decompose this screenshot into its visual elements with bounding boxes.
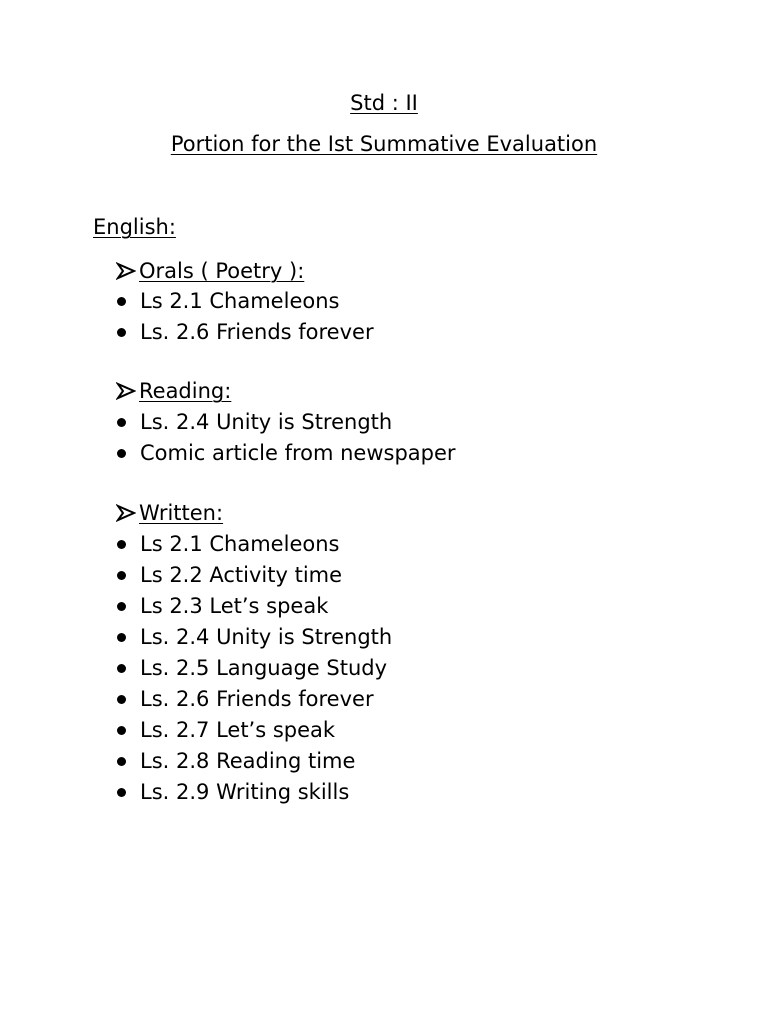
arrow-bullet-icon [116, 503, 136, 523]
list-item [116, 319, 374, 345]
bullet-icon [117, 418, 126, 427]
arrow-bullet-icon [116, 381, 136, 401]
bullet-icon [117, 540, 126, 549]
list-item [116, 717, 335, 743]
list-item-label: Ls. 2.9 Writing skills [140, 780, 350, 804]
list-item [116, 531, 339, 557]
section-heading-label: Orals ( Poetry ): [139, 259, 305, 283]
bullet-icon [117, 297, 126, 306]
bullet-icon [117, 633, 126, 642]
bullet-icon [117, 664, 126, 673]
list-item-label: Ls. 2.5 Language Study [140, 656, 388, 680]
arrow-bullet-icon [116, 261, 136, 281]
bullet-icon [117, 602, 126, 611]
list-item [116, 288, 339, 314]
bullet-icon [117, 726, 126, 735]
list-item-label: Ls 2.1 Chameleons [140, 289, 340, 313]
bullet-icon [117, 449, 126, 458]
list-item-label: Ls. 2.6 Friends forever [140, 687, 374, 711]
standard-heading: Std : II [350, 91, 418, 115]
list-item-label: Ls 2.1 Chameleons [140, 532, 340, 556]
section-heading-label: Written: [139, 501, 224, 525]
bullet-icon [117, 757, 126, 766]
list-item [116, 624, 392, 650]
list-item-label: Comic article from newspaper [140, 441, 456, 465]
bullet-icon [117, 695, 126, 704]
list-item-label: Ls. 2.4 Unity is Strength [140, 410, 393, 434]
list-item-label: Ls. 2.8 Reading time [140, 749, 356, 773]
list-item [116, 779, 349, 805]
bullet-icon [117, 328, 126, 337]
bullet-icon [117, 788, 126, 797]
section-heading-reading [116, 378, 231, 404]
bullet-icon [117, 571, 126, 580]
list-item-label: Ls. 2.4 Unity is Strength [140, 625, 393, 649]
section-heading-label: Reading: [139, 379, 232, 403]
section-heading-written [116, 500, 223, 526]
list-item-label: Ls 2.3 Let’s speak [140, 594, 329, 618]
list-item [116, 440, 456, 466]
list-item-label: Ls 2.2 Activity time [140, 563, 343, 587]
list-item-label: Ls. 2.6 Friends forever [140, 320, 374, 344]
list-item [116, 655, 387, 681]
page-title: Portion for the Ist Summative Evaluation [170, 132, 598, 156]
list-item-label: Ls. 2.7 Let’s speak [140, 718, 336, 742]
section-heading-orals [116, 258, 304, 284]
subject-heading: English: [93, 215, 176, 239]
list-item [116, 686, 374, 712]
list-item [116, 562, 342, 588]
list-item [116, 593, 328, 619]
list-item [116, 748, 355, 774]
list-item [116, 409, 392, 435]
